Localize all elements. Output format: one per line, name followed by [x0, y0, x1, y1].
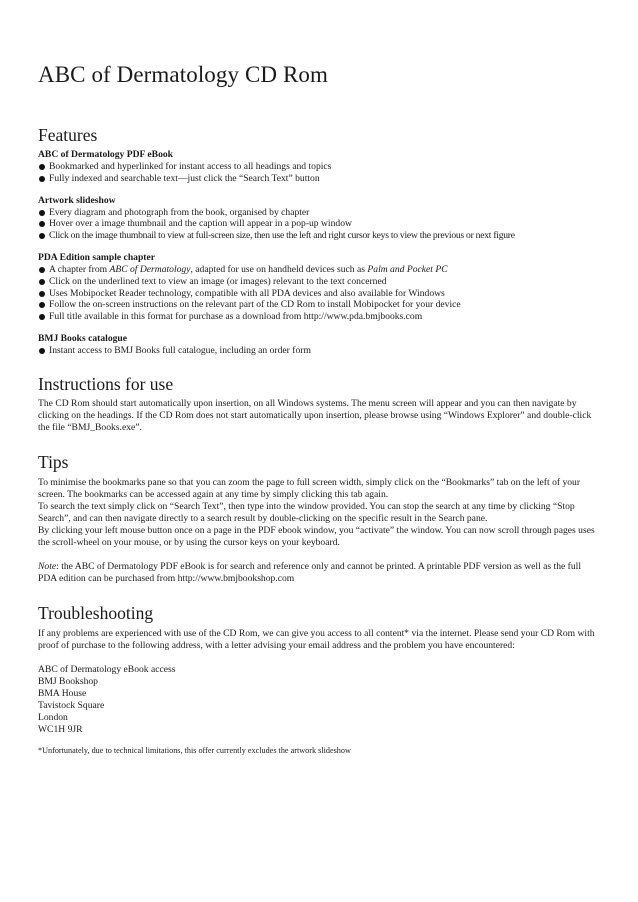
mailing-address [38, 664, 598, 736]
troubleshooting-heading: Troubleshooting [38, 602, 154, 623]
feature-list [38, 264, 598, 323]
list-item: Uses Mobipocket Reader technology, compatible with all PDA devices and also available for Windows [38, 288, 598, 300]
address-line: BMJ Bookshop [38, 675, 98, 687]
bullet-icon [39, 291, 45, 297]
list-item: Click on the image thumbnail to view at full-screen size, then use the left and right cursor keys to view the previous or next figure [38, 230, 598, 242]
bullet-icon [39, 164, 45, 170]
feature-list [38, 345, 598, 357]
bullet-icon [39, 302, 45, 308]
list-item: Instant access to BMJ Books full catalogue, including an order form [38, 345, 598, 357]
features-heading: Features [38, 125, 98, 145]
feature-group-title: Artwork slideshow [38, 194, 116, 206]
tip-paragraph: To minimise the bookmarks pane so that you can zoom the page to full screen width, simply click on the “Bookmarks” tab on the left of your screen. The bookmarks can be accessed again at any time by simply clicking this tab again. [38, 476, 581, 500]
bullet-icon [39, 210, 45, 216]
list-item: Bookmarked and hyperlinked for instant access to all headings and topics [38, 161, 598, 173]
list-item: Every diagram and photograph from the book, organised by chapter [38, 207, 598, 219]
feature-group-title: BMJ Books catalogue [38, 332, 128, 344]
feature-list [38, 161, 598, 185]
bullet-icon [39, 267, 45, 273]
tip-paragraph: To search the text simply click on “Search Text”, then type into the window provided. You can stop the search at any time by clicking “Stop Search”, and can then navigate directly to a search result by double-clicking on the specific result in the Search pane. [38, 500, 575, 524]
instructions-text: The CD Rom should start automatically upon insertion, on all Windows systems. The menu screen will appear and you can then navigate by clicking on the headings. If the CD Rom does not start automatically upon insertion, please browse using “Windows Explorer” and double-click the file “BMJ_Books.exe”. [38, 397, 592, 433]
feature-group-title: PDA Edition sample chapter [38, 251, 155, 263]
feature-group-pda-edition [38, 252, 598, 323]
bullet-icon [39, 348, 45, 354]
note-label: Note [38, 560, 57, 572]
tips-note: Note: the ABC of Dermatology PDF eBook is for search and reference only and cannot be printed. A printable PDF version as well as the full PDA edition can be purchased from http://www.bmjbookshop.com [38, 560, 581, 584]
feature-list [38, 207, 598, 242]
document-title: ABC of Dermatology CD Rom [38, 62, 328, 87]
tips-heading: Tips [38, 451, 69, 472]
tip-paragraph: By clicking your left mouse button once on a page in the PDF ebook window, you “activate” the window. You can now scroll through pages uses the scroll-wheel on your mouse, or by using the cursor keys on your keyboard. [38, 524, 595, 548]
bullet-icon [39, 221, 45, 227]
feature-group-bmj-catalogue [38, 333, 598, 357]
address-line: ABC of Dermatology eBook access [38, 663, 176, 675]
troubleshooting-text: If any problems are experienced with use of the CD Rom, we can give you access to all content* via the internet. Please send your CD Rom with proof of purchase to the following address, with a letter advising your email address and the problem you have encountered: [38, 627, 595, 651]
feature-group-pdf-ebook [38, 149, 598, 185]
address-line: BMA House [38, 687, 87, 699]
document-content [38, 60, 598, 756]
tips-body [38, 477, 598, 585]
bullet-icon [39, 314, 45, 320]
list-item: Full title available in this format for purchase as a download from http://www.pda.bmjbooks.com [38, 311, 598, 323]
address-line: WC1H 9JR [38, 723, 83, 735]
list-item: Click on the underlined text to view an image (or images) relevant to the text concerned [38, 276, 598, 288]
bullet-icon [39, 176, 45, 182]
feature-group-title: ABC of Dermatology PDF eBook [38, 149, 174, 160]
footnote: *Unfortunately, due to technical limitations, this offer currently excludes the artwork slideshow [38, 745, 351, 755]
address-line: London [38, 711, 68, 723]
list-item: Follow the on-screen instructions on the relevant part of the CD Rom to install Mobipocket for your device [38, 299, 598, 311]
bullet-icon [39, 279, 45, 285]
instructions-heading: Instructions for use [38, 373, 174, 394]
list-item: A chapter from ABC of Dermatology, adapted for use on handheld devices such as Palm and Pocket PC [38, 264, 598, 276]
bullet-icon [39, 233, 45, 239]
feature-group-artwork-slideshow [38, 195, 598, 242]
list-item: Hover over a image thumbnail and the caption will appear in a pop-up window [38, 218, 598, 230]
list-item: Fully indexed and searchable text—just click the “Search Text” button [38, 173, 598, 185]
address-line: Tavistock Square [38, 699, 105, 711]
